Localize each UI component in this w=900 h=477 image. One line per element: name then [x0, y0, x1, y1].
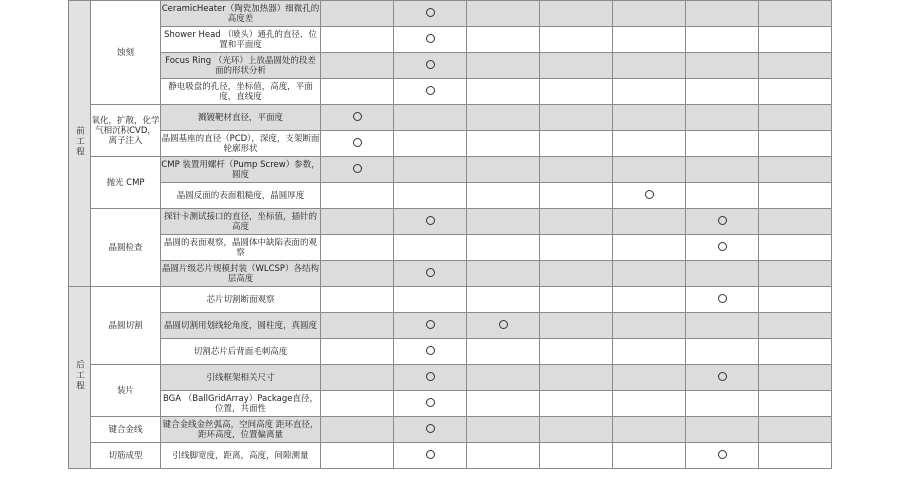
applicable-mark-icon	[394, 339, 467, 365]
empty-cell	[686, 261, 759, 287]
item-description: 晶圆基座的直径（PCD），深度，支架断面轮廓形状	[161, 131, 321, 157]
empty-cell	[540, 209, 613, 235]
inspection-matrix	[68, 0, 900, 469]
table-row	[69, 261, 900, 287]
item-description: 芯片切割断面观察	[161, 287, 321, 313]
empty-cell	[321, 27, 394, 53]
item-description: CeramicHeater（陶瓷加热器）细微孔的高度差	[161, 1, 321, 27]
empty-cell	[759, 443, 832, 469]
applicable-mark-icon	[394, 53, 467, 79]
empty-cell	[686, 157, 759, 183]
item-description: 静电吸盘的孔径，坐标值，高度，平面度，直线度	[161, 79, 321, 105]
applicable-mark-icon	[394, 27, 467, 53]
empty-cell	[467, 183, 540, 209]
applicable-mark-icon	[686, 209, 759, 235]
empty-cell	[467, 53, 540, 79]
applicable-mark-icon	[686, 365, 759, 391]
empty-cell	[613, 313, 686, 339]
empty-cell	[613, 131, 686, 157]
empty-cell	[467, 157, 540, 183]
process-label: 蚀刻	[91, 1, 161, 105]
table-row	[69, 131, 900, 157]
empty-cell	[540, 1, 613, 27]
item-description: Focus Ring （光环）上放晶圆处的段差面的形状分析	[161, 53, 321, 79]
empty-cell	[759, 235, 832, 261]
table-row	[69, 443, 900, 469]
table-row	[69, 183, 900, 209]
empty-cell	[540, 53, 613, 79]
empty-cell	[540, 365, 613, 391]
table-row	[69, 53, 900, 79]
empty-cell	[321, 79, 394, 105]
empty-cell	[321, 1, 394, 27]
item-description: 晶圆切割用划线轮角度，圆柱度，真圆度	[161, 313, 321, 339]
applicable-mark-icon	[394, 417, 467, 443]
empty-cell	[467, 79, 540, 105]
empty-cell	[321, 53, 394, 79]
process-label: 氧化，扩散，化学气相沉积CVD，离子注入	[91, 105, 161, 157]
empty-cell	[321, 417, 394, 443]
empty-cell	[467, 365, 540, 391]
empty-cell	[759, 79, 832, 105]
empty-cell	[759, 287, 832, 313]
empty-cell	[759, 1, 832, 27]
table-row	[69, 287, 900, 313]
empty-cell	[613, 235, 686, 261]
empty-cell	[759, 27, 832, 53]
table-row	[69, 339, 900, 365]
empty-cell	[686, 27, 759, 53]
applicable-mark-icon	[686, 235, 759, 261]
empty-cell	[467, 417, 540, 443]
stage-label	[69, 287, 91, 469]
process-label: 键合金线	[91, 417, 161, 443]
empty-cell	[686, 313, 759, 339]
applicable-mark-icon	[394, 365, 467, 391]
empty-cell	[394, 131, 467, 157]
empty-cell	[613, 53, 686, 79]
empty-cell	[759, 157, 832, 183]
empty-cell	[759, 417, 832, 443]
empty-cell	[759, 131, 832, 157]
applicable-mark-icon	[394, 261, 467, 287]
empty-cell	[686, 183, 759, 209]
applicable-mark-icon	[467, 313, 540, 339]
process-label: 抛光 CMP	[91, 157, 161, 209]
stage-text: 后工程	[74, 360, 85, 392]
empty-cell	[321, 339, 394, 365]
item-description: 键合金线金丝弧高，空间高度 距环直径，距环高度，位置偏离量	[161, 417, 321, 443]
empty-cell	[613, 79, 686, 105]
empty-cell	[613, 209, 686, 235]
empty-cell	[321, 365, 394, 391]
applicable-mark-icon	[321, 131, 394, 157]
empty-cell	[467, 105, 540, 131]
applicable-mark-icon	[321, 157, 394, 183]
process-label: 装片	[91, 365, 161, 417]
item-description: 切割芯片后背面毛刺高度	[161, 339, 321, 365]
item-description: 溅镀靶材直径，平面度	[161, 105, 321, 131]
item-description: 探针卡测试接口的直径，坐标值，插针的高度	[161, 209, 321, 235]
applicable-mark-icon	[394, 1, 467, 27]
applicable-mark-icon	[394, 313, 467, 339]
table-row	[69, 157, 900, 183]
empty-cell	[540, 261, 613, 287]
empty-cell	[394, 235, 467, 261]
empty-cell	[686, 53, 759, 79]
item-description: CMP 装置用螺杆（Pump Screw）参数，圆度	[161, 157, 321, 183]
empty-cell	[613, 261, 686, 287]
empty-cell	[613, 417, 686, 443]
item-description: Shower Head （喷头）通孔的直径、位置和平面度	[161, 27, 321, 53]
empty-cell	[540, 131, 613, 157]
empty-cell	[759, 261, 832, 287]
empty-cell	[540, 79, 613, 105]
empty-cell	[467, 209, 540, 235]
applicable-mark-icon	[686, 287, 759, 313]
item-description: 引线脚宽度，距离，高度，间隙测量	[161, 443, 321, 469]
table-row	[69, 235, 900, 261]
empty-cell	[686, 79, 759, 105]
empty-cell	[467, 391, 540, 417]
empty-cell	[540, 391, 613, 417]
empty-cell	[467, 131, 540, 157]
empty-cell	[540, 27, 613, 53]
empty-cell	[540, 287, 613, 313]
empty-cell	[540, 105, 613, 131]
stage-text: 前工程	[74, 126, 85, 158]
stage-label	[69, 1, 91, 287]
table-row	[69, 105, 900, 131]
empty-cell	[540, 339, 613, 365]
empty-cell	[467, 287, 540, 313]
empty-cell	[321, 313, 394, 339]
table-row	[69, 391, 900, 417]
empty-cell	[686, 391, 759, 417]
empty-cell	[321, 183, 394, 209]
empty-cell	[613, 1, 686, 27]
item-description: 晶圆反面的表面粗糙度，晶圆厚度	[161, 183, 321, 209]
empty-cell	[540, 157, 613, 183]
empty-cell	[394, 287, 467, 313]
empty-cell	[613, 391, 686, 417]
empty-cell	[613, 443, 686, 469]
empty-cell	[394, 183, 467, 209]
table-row	[69, 313, 900, 339]
empty-cell	[467, 1, 540, 27]
empty-cell	[321, 443, 394, 469]
empty-cell	[613, 365, 686, 391]
empty-cell	[540, 183, 613, 209]
applicable-mark-icon	[394, 391, 467, 417]
empty-cell	[759, 365, 832, 391]
empty-cell	[540, 235, 613, 261]
empty-cell	[321, 235, 394, 261]
empty-cell	[759, 339, 832, 365]
empty-cell	[321, 391, 394, 417]
item-description: 晶圆片级芯片规模封装（WLCSP）各结构层高度	[161, 261, 321, 287]
table-row	[69, 27, 900, 53]
empty-cell	[759, 313, 832, 339]
item-description: BGA （BallGridArray）Package直径，位置，共面性	[161, 391, 321, 417]
table-row	[69, 1, 900, 27]
applicable-mark-icon	[394, 209, 467, 235]
empty-cell	[686, 131, 759, 157]
empty-cell	[613, 157, 686, 183]
empty-cell	[321, 209, 394, 235]
item-description: 晶圆的表面观察，晶圆体中缺陷表面的观察	[161, 235, 321, 261]
empty-cell	[467, 27, 540, 53]
empty-cell	[467, 339, 540, 365]
empty-cell	[613, 27, 686, 53]
applicable-mark-icon	[394, 79, 467, 105]
table-row	[69, 417, 900, 443]
applicable-mark-icon	[686, 443, 759, 469]
applicable-mark-icon	[394, 443, 467, 469]
applicable-mark-icon	[613, 183, 686, 209]
empty-cell	[686, 417, 759, 443]
empty-cell	[686, 339, 759, 365]
process-label: 晶圆切割	[91, 287, 161, 365]
empty-cell	[759, 183, 832, 209]
table-row	[69, 79, 900, 105]
applicable-mark-icon	[321, 105, 394, 131]
empty-cell	[759, 391, 832, 417]
empty-cell	[759, 209, 832, 235]
empty-cell	[467, 261, 540, 287]
empty-cell	[540, 443, 613, 469]
empty-cell	[613, 287, 686, 313]
item-description: 引线框架相关尺寸	[161, 365, 321, 391]
table-row	[69, 209, 900, 235]
table-row	[69, 365, 900, 391]
empty-cell	[321, 287, 394, 313]
empty-cell	[686, 1, 759, 27]
process-label: 晶圆检查	[91, 209, 161, 287]
empty-cell	[321, 261, 394, 287]
empty-cell	[394, 157, 467, 183]
empty-cell	[467, 235, 540, 261]
empty-cell	[540, 417, 613, 443]
empty-cell	[467, 443, 540, 469]
empty-cell	[686, 105, 759, 131]
empty-cell	[613, 339, 686, 365]
empty-cell	[759, 105, 832, 131]
empty-cell	[394, 105, 467, 131]
empty-cell	[759, 53, 832, 79]
empty-cell	[540, 313, 613, 339]
empty-cell	[613, 105, 686, 131]
process-label: 切筋成型	[91, 443, 161, 469]
